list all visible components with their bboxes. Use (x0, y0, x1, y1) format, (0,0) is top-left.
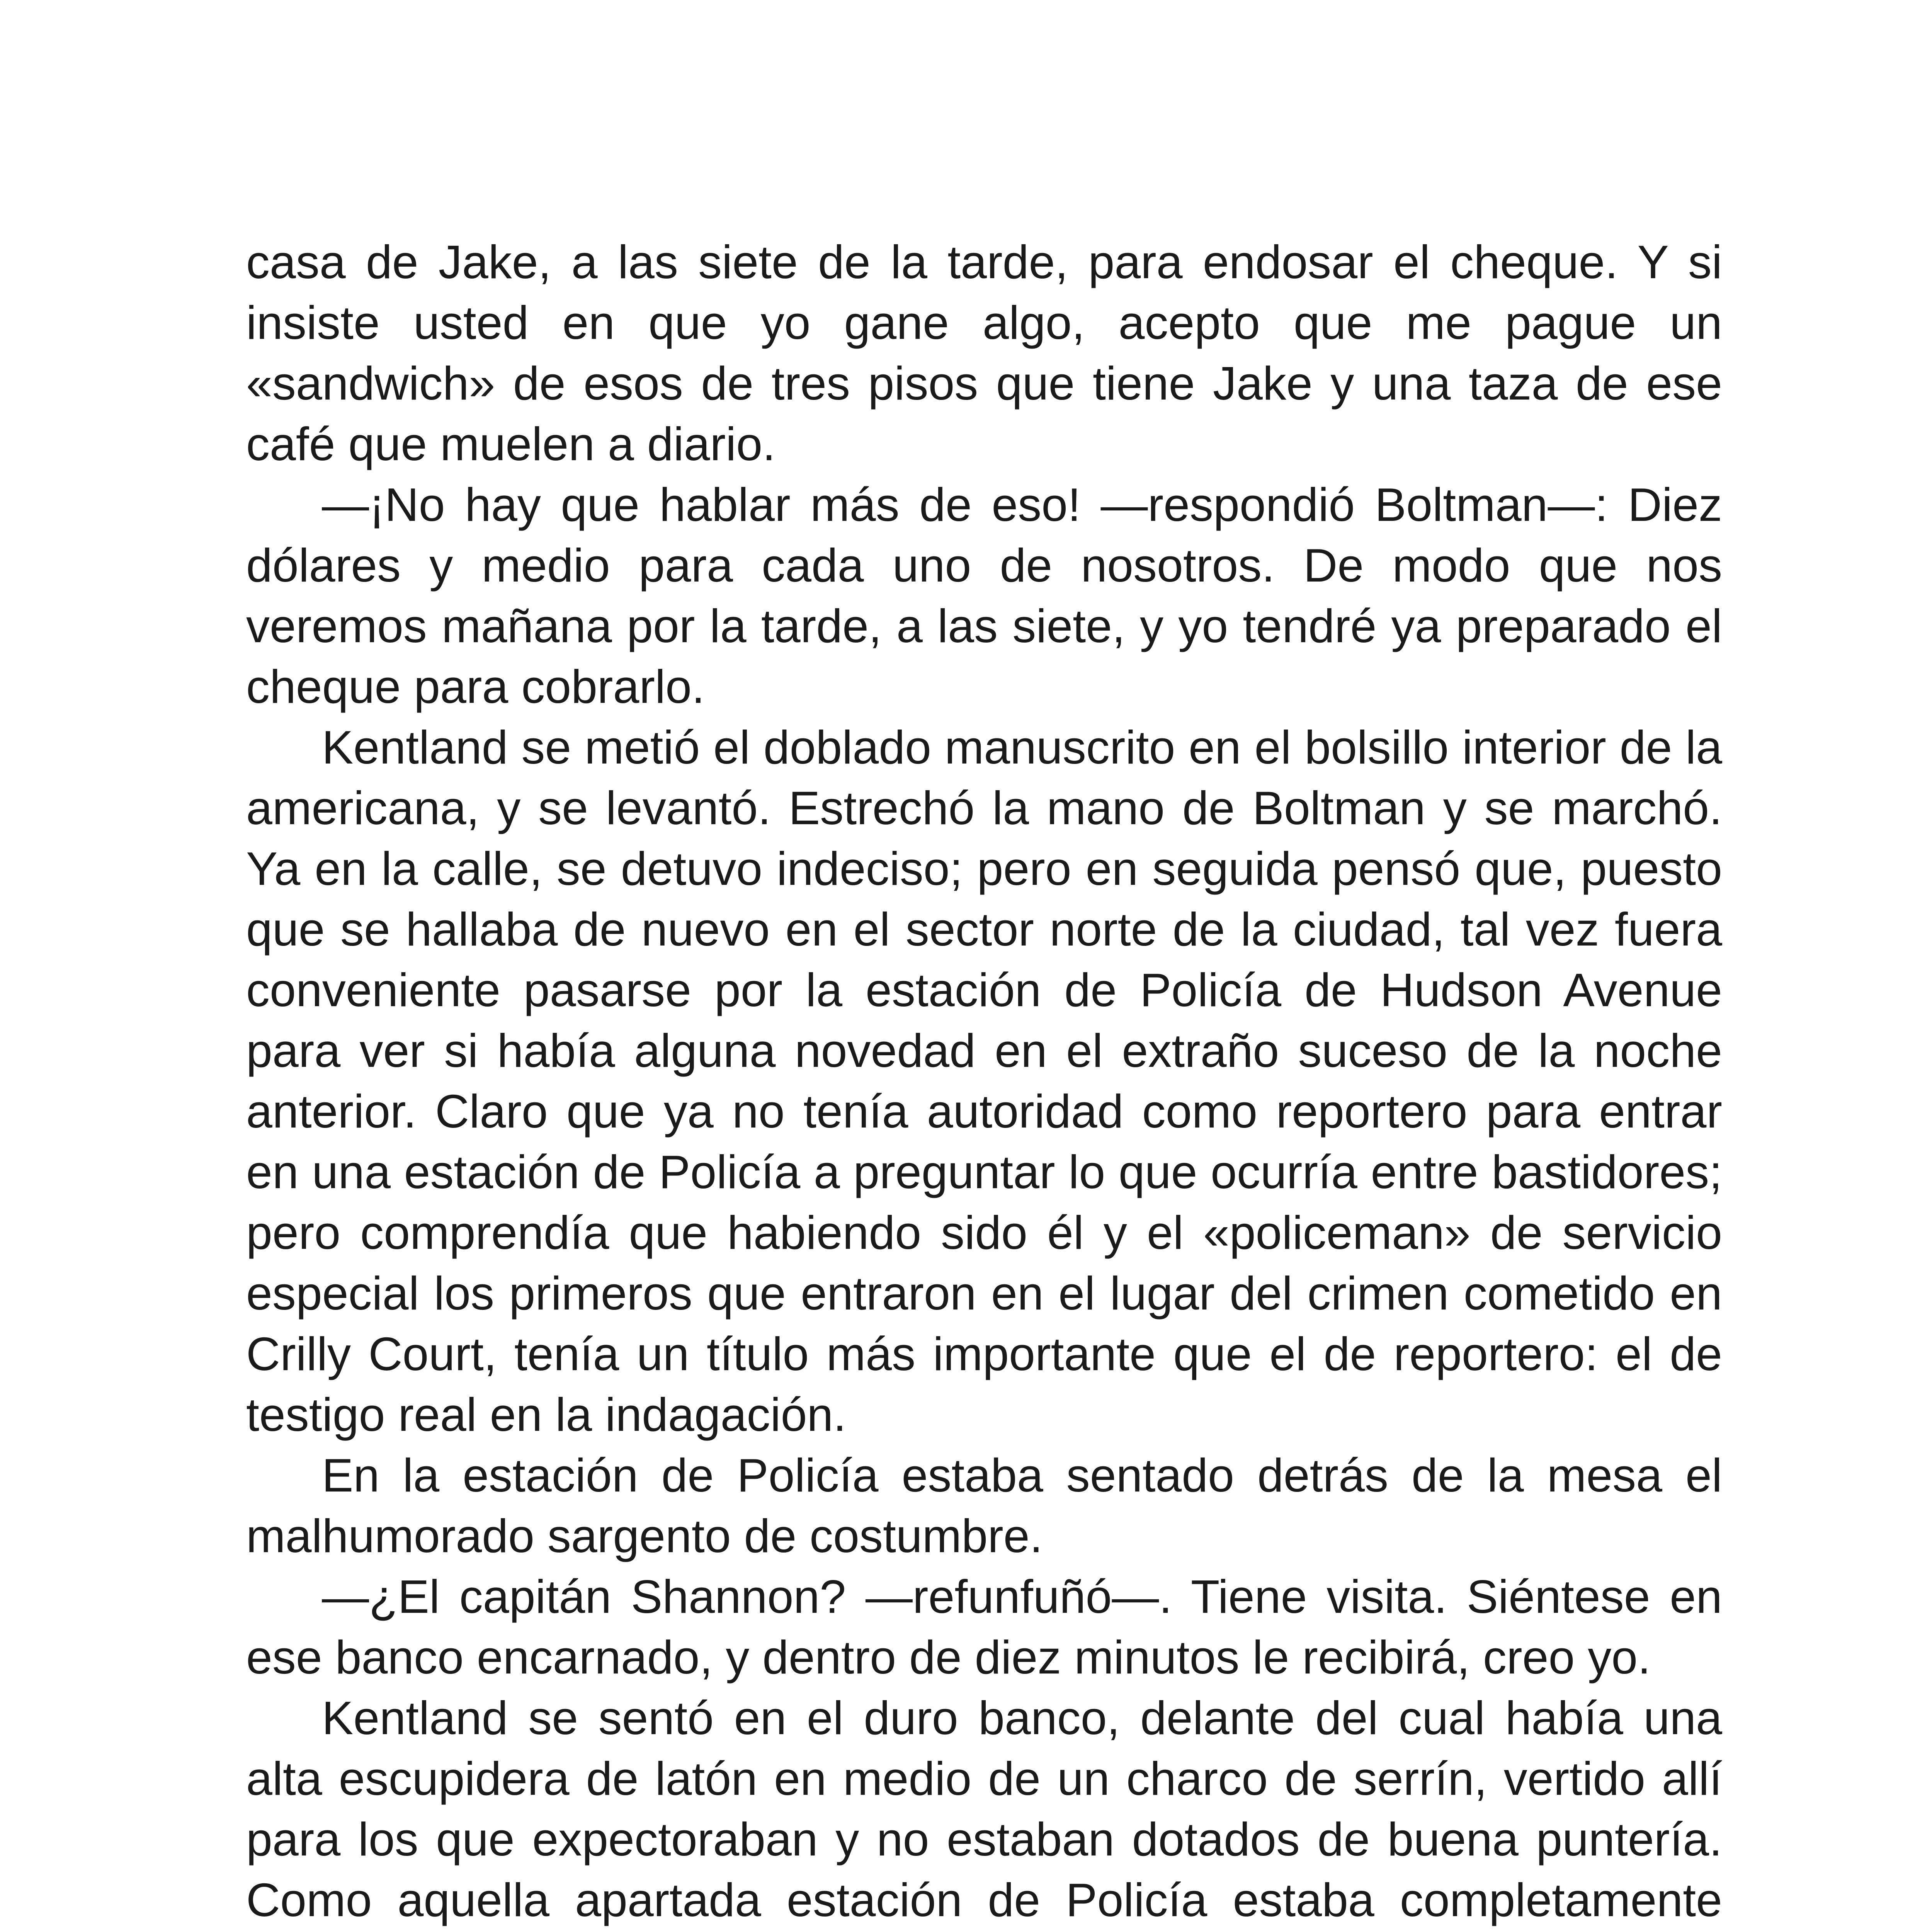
paragraph-6: Kentland se sentó en el duro banco, delante del cual había una alta escupidera de latón en medio de un charco de serrín, vertido allí para los que expectoraban y no estaban dotados de buena puntería. Como aquella apartada estación de Policía estaba completamente (246, 1692, 1722, 1926)
body-text (246, 232, 1722, 1932)
paragraph-3: Kentland se metió el doblado manuscrito en el bolsillo interior de la americana, y se levantó. Estrechó la mano de Boltman y se marchó. Ya en la calle, se detuvo indeciso; pero en seguida pensó que, puesto que se hallaba de nuevo en el sector norte de la ciudad, tal vez fuera conveniente pasarse por la estación de Policía de Hudson Avenue para ver si había alguna novedad en el extraño suceso de la noche anterior. Claro que ya no tenía autoridad como reportero para entrar en una estación de Policía a preguntar lo que ocurría entre bastidores; pero comprendía que habiendo sido él y el «policeman» de servicio especial los primeros que entraron en el lugar del crimen cometido en Crilly Court, tenía un título más importante que el de reportero: el de testigo real en la indagación. (246, 721, 1722, 1441)
paragraph-5: —¿El capitán Shannon? —refunfuñó—. Tiene visita. Siéntese en ese banco encarnado, y dentro de diez minutos le recibirá, creo yo. (246, 1570, 1722, 1684)
paragraph-2: —¡No hay que hablar más de eso! —respondió Boltman—: Diez dólares y medio para cada uno de nosotros. De modo que nos veremos mañana por la tarde, a las siete, y yo tendré ya preparado el cheque para cobrarlo. (246, 478, 1722, 713)
paragraph-4: En la estación de Policía estaba sentado detrás de la mesa el malhumorado sargento de costumbre. (246, 1449, 1722, 1562)
paragraph-1: casa de Jake, a las siete de la tarde, para endosar el cheque. Y si insiste usted en que yo gane algo, acepto que me pague un «sandwich» de esos de tres pisos que tiene Jake y una taza de ese café que muelen a diario. (246, 236, 1722, 470)
